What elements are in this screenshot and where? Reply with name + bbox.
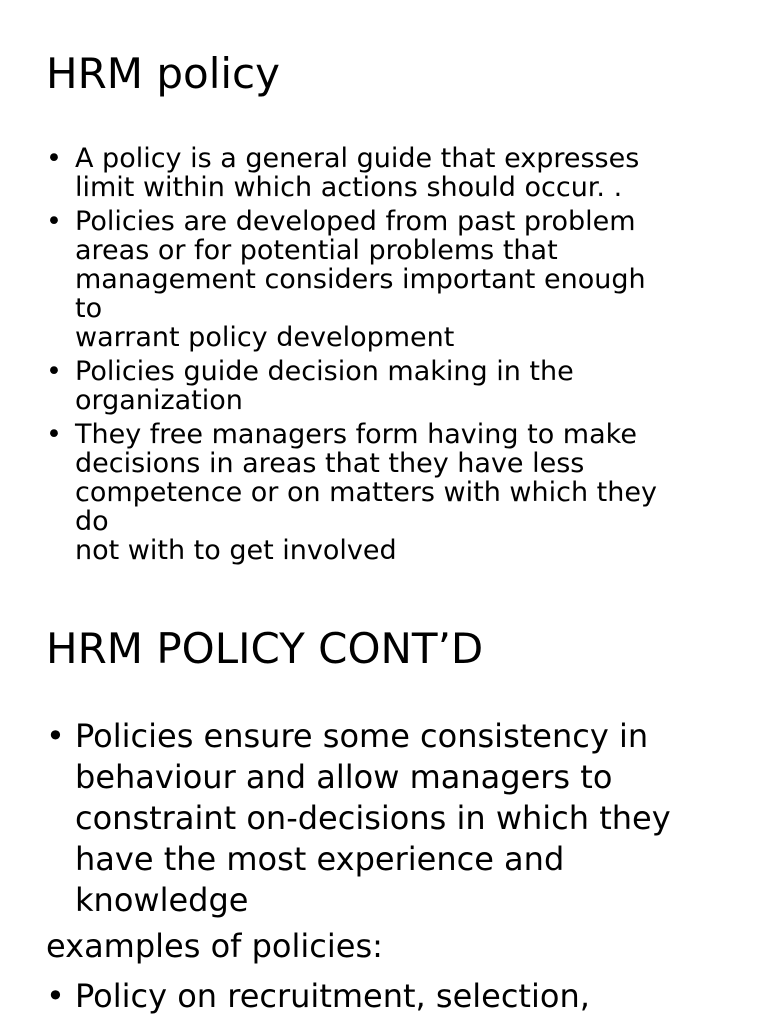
slide-title: HRM policy <box>46 49 280 98</box>
bullet-list <box>46 976 746 1017</box>
bullet-list <box>46 144 746 570</box>
bullet-item: • Policies guide decision making in the organization <box>46 357 746 415</box>
bullet-item: • Policies ensure some consistency in behaviour and allow managers to constraint on-decisions in which they have the most experience and knowledge <box>46 716 746 921</box>
bullet-item: • A policy is a general guide that expresses limit within which actions should occur. . <box>46 144 746 202</box>
bullet-item: • They free managers form having to make decisions in areas that they have less competence or on matters with which they do not with to get involved <box>46 420 746 565</box>
bullet-list <box>46 716 746 921</box>
slide-title: HRM POLICY CONT’D <box>46 624 484 673</box>
bullet-item: • Policies are developed from past problem areas or for potential problems that management considers important enough to warrant policy development <box>46 207 746 352</box>
bullet-item: • Policy on recruitment, selection, <box>46 976 746 1017</box>
examples-label: examples of policies: <box>46 927 383 965</box>
